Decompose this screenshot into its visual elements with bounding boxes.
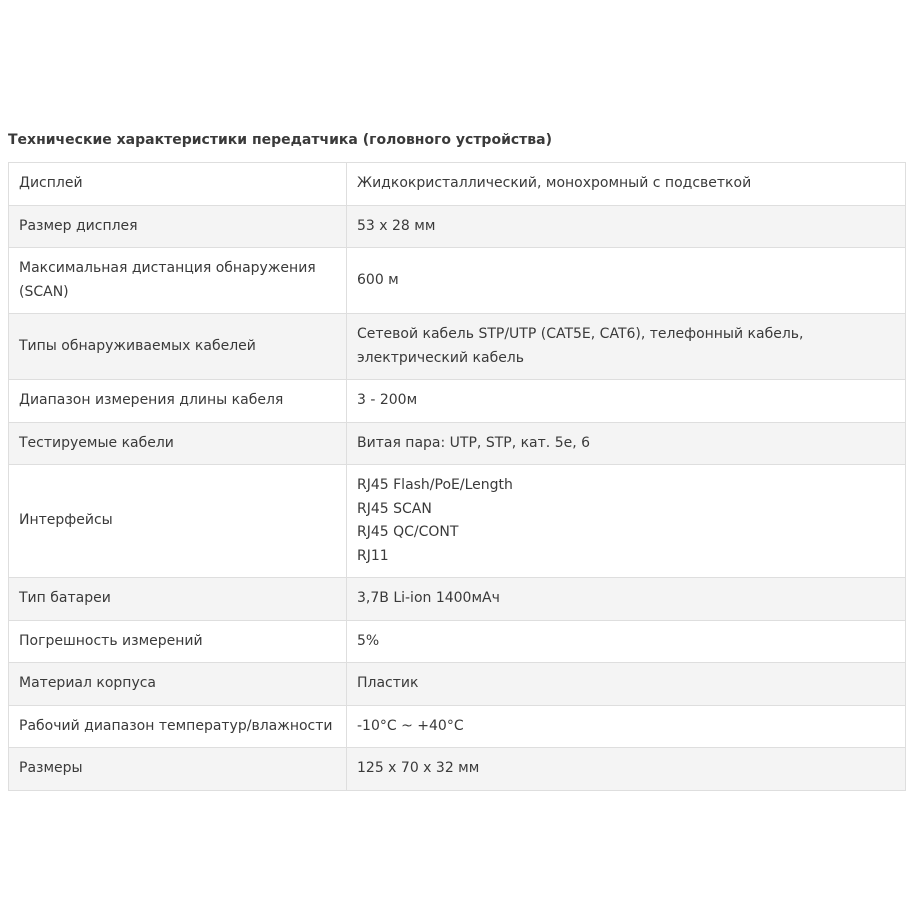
spec-row — [9, 748, 906, 791]
spec-row — [9, 422, 906, 465]
spec-value-line: RJ45 SCAN — [357, 500, 432, 517]
spec-key: Тип батареи — [9, 578, 347, 621]
spec-value-line: Витая пара: UTP, STP, кат. 5е, 6 — [357, 434, 591, 451]
spec-value-line: RJ45 Flash/PoE/Length — [357, 477, 513, 493]
spec-value — [347, 314, 906, 380]
spec-value-line: Пластик — [357, 675, 419, 691]
spec-row — [9, 620, 906, 663]
section-title: Технические характеристики передатчика (головного устройства) — [8, 132, 553, 148]
spec-value — [347, 248, 906, 314]
spec-row — [9, 578, 906, 621]
spec-value-line: 53 х 28 мм — [357, 217, 436, 234]
spec-value — [347, 620, 906, 663]
spec-value-line: Жидкокристаллический, монохромный с подсветкой — [357, 175, 752, 191]
spec-value-line: 125 х 70 х 32 мм — [357, 760, 480, 776]
spec-row — [9, 314, 906, 380]
spec-row — [9, 163, 906, 206]
spec-value — [347, 578, 906, 621]
spec-row — [9, 705, 906, 748]
spec-value-line: Сетевой кабель STP/UTP (CAT5E, CAT6), телефонный кабель, электрический кабель — [357, 326, 804, 366]
spec-row — [9, 663, 906, 706]
specs-table — [8, 162, 906, 791]
spec-value — [347, 748, 906, 791]
spec-value-line: 3,7В Li-ion 1400мАч — [357, 590, 500, 606]
specs-table-body — [9, 163, 906, 791]
spec-key: Погрешность измерений — [9, 620, 347, 663]
spec-key: Тестируемые кабели — [9, 422, 347, 465]
spec-row — [9, 465, 906, 578]
spec-value — [347, 380, 906, 423]
spec-value — [347, 705, 906, 748]
spec-value-line: 3 - 200м — [357, 392, 418, 408]
spec-key: Диапазон измерения длины кабеля — [9, 380, 347, 423]
spec-key: Максимальная дистанция обнаружения (SCAN) — [9, 248, 347, 314]
spec-value-line: RJ11 — [357, 547, 389, 564]
spec-value — [347, 163, 906, 206]
spec-key: Интерфейсы — [9, 465, 347, 578]
spec-key: Типы обнаруживаемых кабелей — [9, 314, 347, 380]
spec-key: Рабочий диапазон температур/влажности — [9, 705, 347, 748]
spec-value-line: 600 м — [357, 271, 399, 288]
spec-key: Дисплей — [9, 163, 347, 206]
spec-row — [9, 380, 906, 423]
spec-value — [347, 205, 906, 248]
spec-row — [9, 205, 906, 248]
spec-value — [347, 422, 906, 465]
spec-value-line: RJ45 QC/CONT — [357, 524, 459, 540]
spec-key: Размер дисплея — [9, 205, 347, 248]
spec-value-line: -10°C ~ +40°C — [357, 717, 464, 734]
spec-value-line: 5% — [357, 632, 380, 649]
spec-value — [347, 465, 906, 578]
spec-value — [347, 663, 906, 706]
spec-key: Материал корпуса — [9, 663, 347, 706]
spec-row — [9, 248, 906, 314]
spec-key: Размеры — [9, 748, 347, 791]
